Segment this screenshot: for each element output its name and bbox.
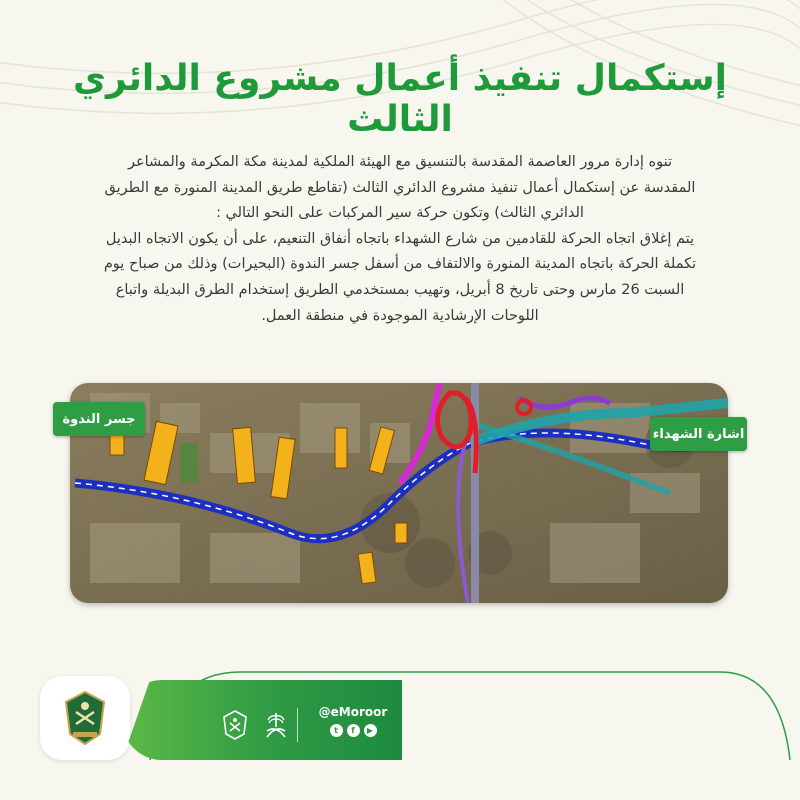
palm-swords-emblem-icon [264, 711, 288, 739]
text-line: الدائري الثالث) وتكون حركة سير المركبات على النحو التالي : [216, 205, 584, 222]
text-line: تنوه إدارة مرور العاصمة المقدسة بالتنسيق مع الهيئة الملكية لمدينة مكة المكرمة والمشاعر [127, 154, 673, 170]
twitter-icon[interactable]: t [330, 724, 343, 737]
youtube-icon[interactable]: ▶ [364, 724, 377, 737]
moi-emblem-icon [222, 710, 248, 740]
label-shuhada-signal: اشارة الشهداء [650, 417, 747, 451]
footer-emblem-card [40, 676, 130, 760]
facebook-icon[interactable]: f [347, 724, 360, 737]
text-line: يتم إغلاق اتجاه الحركة للقادمين من شارع الشهداء باتجاه أنفاق التنعيم، على أن يكون الاتجاه البديل [105, 230, 695, 247]
text-line: السبت 26 مارس وحتى تاريخ 8 أبريل، وتهيب بمستخدمي الطريق إستخدام الطرق البديلة واتباع [115, 281, 685, 298]
text-line: المقدسة عن إستكمال أعمال تنفيذ مشروع الدائري الثالث (تقاطع طريق المدينة المنورة مع الطريق [104, 179, 696, 196]
social-handle[interactable]: @eMoroor [318, 705, 388, 719]
label-nadwa-bridge: جسر الندوة [53, 402, 145, 436]
footer-bar [122, 680, 402, 760]
footer-divider [297, 708, 298, 742]
route-map [70, 383, 728, 603]
traffic-police-emblem-icon [60, 690, 110, 746]
text-line: تكملة الحركة باتجاه المدينة المنورة والالتفاف من أسفل جسر الندوة (البحيرات) وذلك من صباح يوم [103, 256, 697, 273]
announcement-text [90, 150, 710, 329]
social-icons [318, 724, 388, 737]
page-title: إستكمال تنفيذ أعمال مشروع الدائري الثالث [72, 58, 727, 140]
text-line: اللوحات الإرشادية الموجودة في منطقة العمل. [261, 307, 539, 324]
